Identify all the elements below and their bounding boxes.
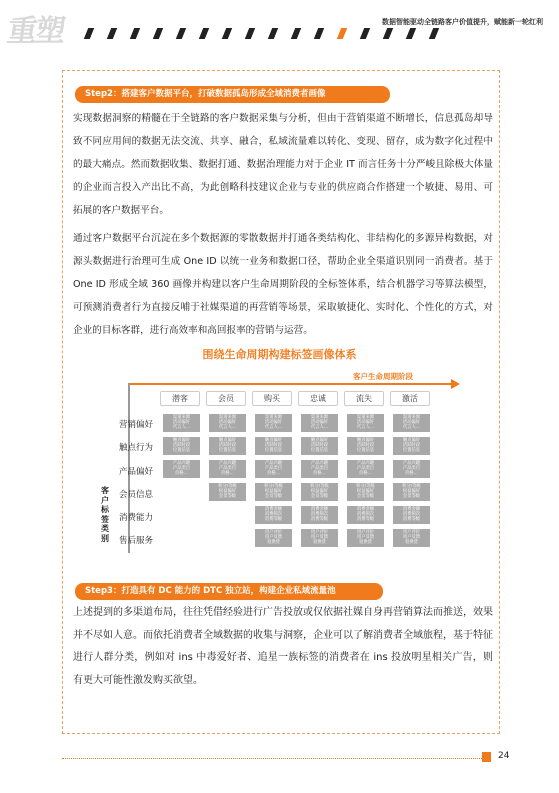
tag-cell: 消费金额 消费频次 消费等级 (393, 506, 430, 524)
header-subtitle: 数据智能驱动全链路客户价值提升，赋能新一轮红利 (382, 18, 543, 26)
tag-cell: 触点偏好 活跃时段 位置信息 (347, 437, 384, 455)
tag-cell: 触点偏好 活跃时段 位置信息 (209, 437, 246, 455)
tag-cell: 产品兴趣 产品类目 价格... (301, 460, 338, 478)
page-marker (482, 752, 491, 762)
tag-cell: 积分/等级 权益偏好 会员等级 (255, 483, 292, 501)
tag-cell: 产品兴趣 产品类目 价格... (209, 460, 246, 478)
row-label: 消费能力 (119, 513, 154, 523)
step2-paragraph-2: 通过客户数据平台沉淀在多个数据源的零散数据并打通各类结构化、非结构化的多源异构数据，对源头数据进行治理可生成 One ID 以统一业务和数据口径，帮助企业全渠道识别同一消费者。基于 One ID 形成全域 360 画像并构建以客户生命周期阶段的全标签体系，结合机器学习等算法模型，可预测消费者行为直接反哺于社媒渠道的再营销等场景，采取敏捷化、实时化、个性化的方式，对企业的目标客群，进行高效率和高回报率的营销与运营。 (73, 233, 493, 336)
page-number: 24 (498, 751, 510, 761)
row-label: 售后服务 (119, 536, 154, 546)
tag-cell: 用户评价 用户反馈 退换货 (347, 529, 384, 547)
tag-cell: 产品兴趣 产品类目 价格... (255, 460, 292, 478)
tag-cell: 产品兴趣 产品类目 价格... (393, 460, 430, 478)
column-header: 激活 (390, 391, 430, 406)
tag-cell: 产品兴趣 产品类目 价格... (163, 460, 200, 478)
tag-cell: 消费金额 消费频次 消费等级 (255, 506, 292, 524)
tag-cell: 用户评价 用户反馈 退换货 (255, 529, 292, 547)
column-header: 潜客 (160, 391, 200, 406)
tag-category-label: 客户标签类别 (101, 486, 109, 543)
row-label: 触点行为 (119, 443, 154, 453)
tag-cell: 用户评价 用户反馈 退换货 (301, 529, 338, 547)
tag-cell: 渠道来源 活动偏好 代言人... (163, 414, 200, 432)
tag-cell: 消费金额 消费频次 消费等级 (347, 506, 384, 524)
row-label: 会员信息 (119, 490, 154, 500)
step3-title: Step3：打造具有 DC 能力的 DTC 独立站，构建企业私域流量池 (75, 583, 383, 600)
tag-cell: 渠道来源 活动偏好 代言人... (393, 414, 430, 432)
tag-cell: 触点偏好 活跃时段 位置信息 (393, 437, 430, 455)
tag-cell: 消费金额 消费频次 消费等级 (301, 506, 338, 524)
lifecycle-arrow (128, 383, 453, 385)
tag-cell: 渠道来源 活动偏好 代言人... (209, 414, 246, 432)
column-header: 忠诚 (298, 391, 338, 406)
tag-cell: 渠道来源 活动偏好 代言人... (255, 414, 292, 432)
column-header: 购买 (252, 391, 292, 406)
step2-title: Step2：搭建客户数据平台，打破数据孤岛形成全域消费者画像 (75, 86, 390, 103)
tag-cell: 产品兴趣 产品类目 价格... (347, 460, 384, 478)
tag-cell: 积分/等级 权益偏好 会员等级 (393, 483, 430, 501)
tag-cell: 触点偏好 活跃时段 位置信息 (301, 437, 338, 455)
tag-cell: 积分/等级 权益偏好 会员等级 (347, 483, 384, 501)
tag-cell: 用户评价 用户反馈 退换货 (393, 529, 430, 547)
watermark-logo: 重塑 (5, 14, 66, 49)
lifecycle-arrow-label: 客户生命周期阶段 (353, 372, 413, 381)
decorative-slashes (86, 28, 437, 39)
row-label: 产品偏好 (119, 467, 154, 477)
footer-divider (62, 758, 482, 759)
diagram-title: 围绕生命周期构建标签画像体系 (202, 348, 357, 361)
tag-cell: 渠道来源 活动偏好 代言人... (301, 414, 338, 432)
arrow-head-icon (451, 379, 460, 389)
step2-paragraph-1: 实现数据洞察的精髓在于全链路的客户数据采集与分析，但由于营销渠道不断增长，信息孤岛却导致不同应用间的数据无法交流、共享、融合，私域流量难以转化、变现、留存，成为数字化过程中的最大痛点。然而数据收集、数据打通、数据治理能力对于企业 IT 而言任务十分严峻且除极大体量的企业而言投入产出比不高，为此创略科技建议企业与专业的供应商合作搭建一个敏捷、易用、可拓展的客户数据平台。 (73, 113, 493, 216)
tag-cell: 触点偏好 活跃时段 位置信息 (255, 437, 292, 455)
tag-cell: 积分/等级 权益偏好 会员等级 (209, 483, 246, 501)
tag-cell: 积分/等级 权益偏好 会员等级 (301, 483, 338, 501)
column-header: 流失 (344, 391, 384, 406)
tag-cell: 渠道来源 活动偏好 代言人... (347, 414, 384, 432)
row-label: 营销偏好 (119, 420, 154, 430)
tag-cell: 触点偏好 活跃时段 位置信息 (163, 437, 200, 455)
column-header: 会员 (206, 391, 246, 406)
step3-paragraph: 上述提到的多渠道布局，往往凭借经验进行广告投放或仅依据社媒自身再营销算法而推送，效果并不尽如人意。而依托消费者全域数据的收集与洞察，企业可以了解消费者全域旅程，基于特征进行人群分类，例如对 ins 中毒爱好者、追星一族标签的消费者在 ins 投放明星相关广告，则有更大可能性激发购买欲望。 (73, 607, 493, 686)
